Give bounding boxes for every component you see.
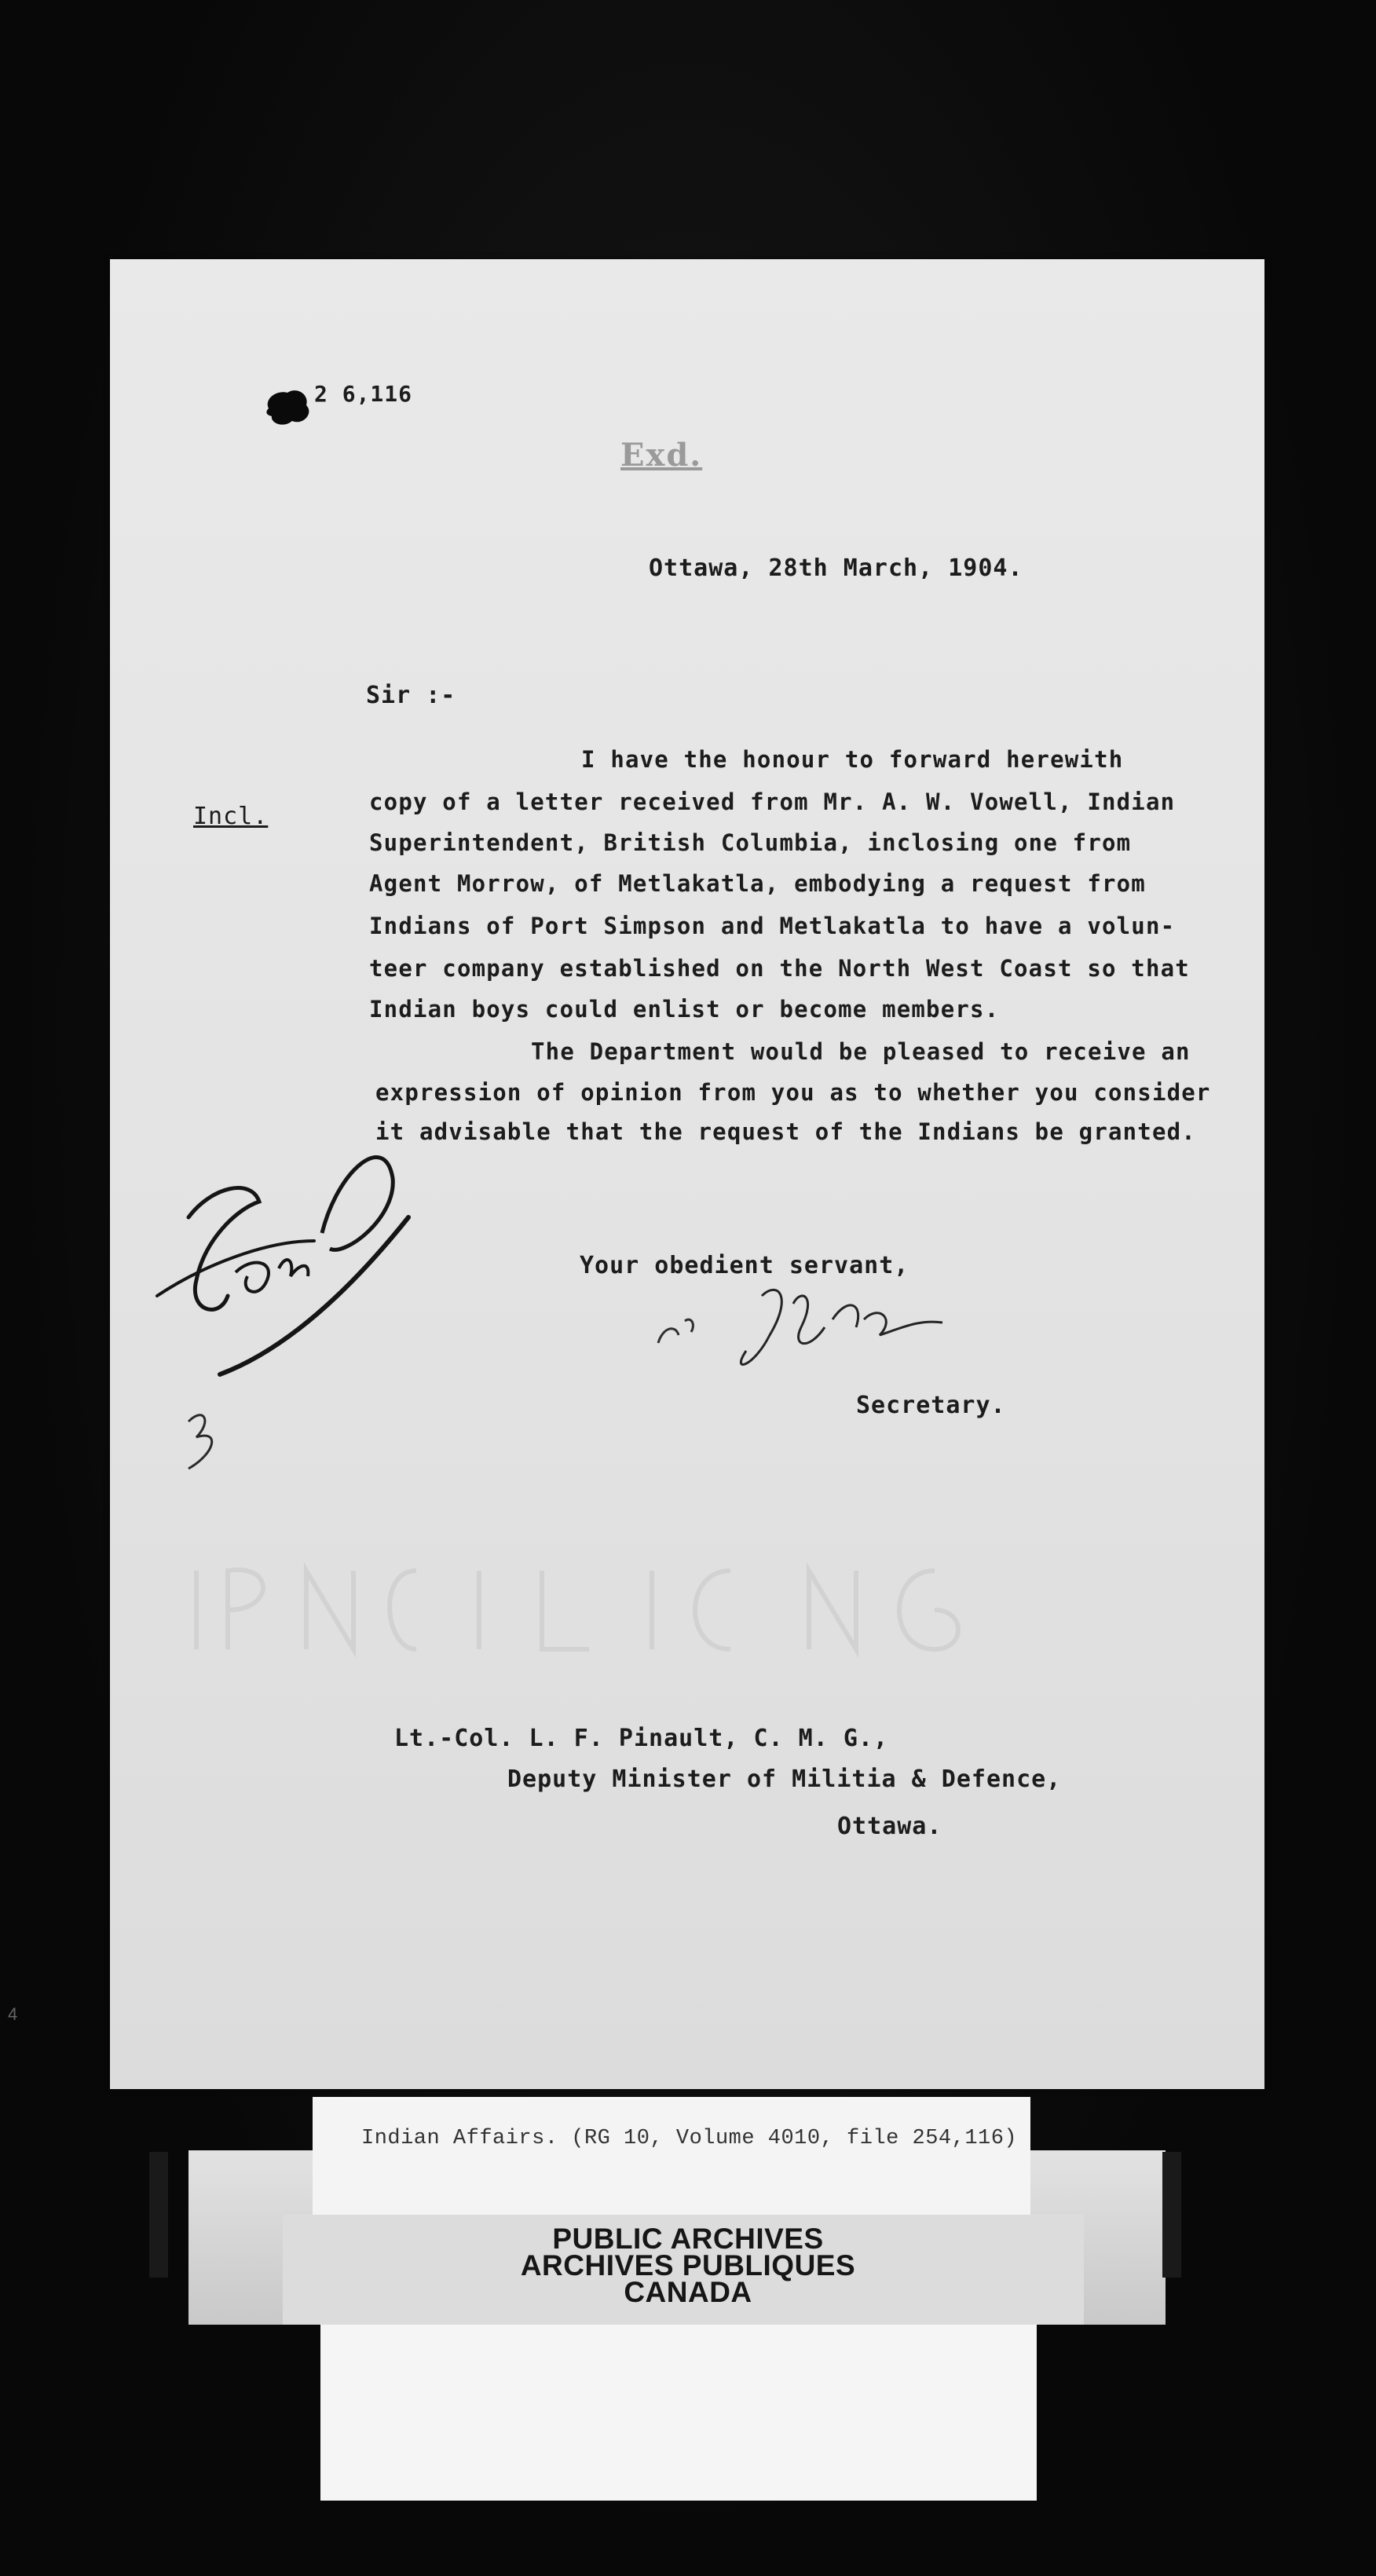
body-line-1: I have the honour to forward herewith	[581, 746, 1124, 773]
faint-watermark	[181, 1539, 1045, 1665]
edge-mark: 4	[8, 2004, 18, 2024]
address-line-3: Ottawa.	[837, 1813, 942, 1840]
archive-reference: Indian Affairs. (RG 10, Volume 4010, file 254,116)	[361, 2127, 1018, 2150]
archive-stamp-line-3: CANADA	[624, 2276, 752, 2308]
exd-stamp: Exd.	[620, 437, 703, 474]
date-line: Ottawa, 28th March, 1904.	[649, 554, 1023, 582]
handwritten-marginalia	[141, 1123, 440, 1531]
signatory-title: Secretary.	[856, 1392, 1006, 1419]
body-line-8: The Department would be pleased to receive an	[531, 1038, 1191, 1065]
address-line-2: Deputy Minister of Militia & Defence,	[507, 1766, 1062, 1793]
address-line-1: Lt.-Col. L. F. Pinault, C. M. G.,	[394, 1725, 889, 1752]
archive-card-bottom	[320, 2325, 1037, 2501]
body-line-3: Superintendent, British Columbia, inclosing one from	[369, 829, 1132, 856]
body-line-2: copy of a letter received from Mr. A. W. Vowell, Indian	[369, 789, 1176, 815]
file-number: 2 6,116	[314, 381, 413, 407]
body-line-6: teer company established on the North West Coast so that	[369, 955, 1190, 982]
archive-stamp-line-1: PUBLIC ARCHIVES	[552, 2223, 824, 2255]
body-line-5: Indians of Port Simpson and Metlakatla to have a volun-	[369, 913, 1176, 939]
signature	[644, 1272, 990, 1390]
margin-note-incl: Incl.	[193, 803, 269, 830]
body-line-10: it advisable that the request of the Indians be granted.	[375, 1118, 1196, 1145]
ink-blot	[262, 385, 314, 429]
body-line-7: Indian boys could enlist or become members.	[369, 996, 1000, 1023]
body-line-4: Agent Morrow, of Metlakatla, embodying a request from	[369, 870, 1146, 897]
archive-label-card	[313, 2097, 1030, 2215]
closing-line: Your obedient servant,	[580, 1252, 909, 1279]
archive-stamp-line-2: ARCHIVES PUBLIQUES	[520, 2249, 856, 2281]
salutation: Sir :-	[366, 682, 456, 709]
body-line-9: expression of opinion from you as to whether you consider	[375, 1079, 1211, 1106]
